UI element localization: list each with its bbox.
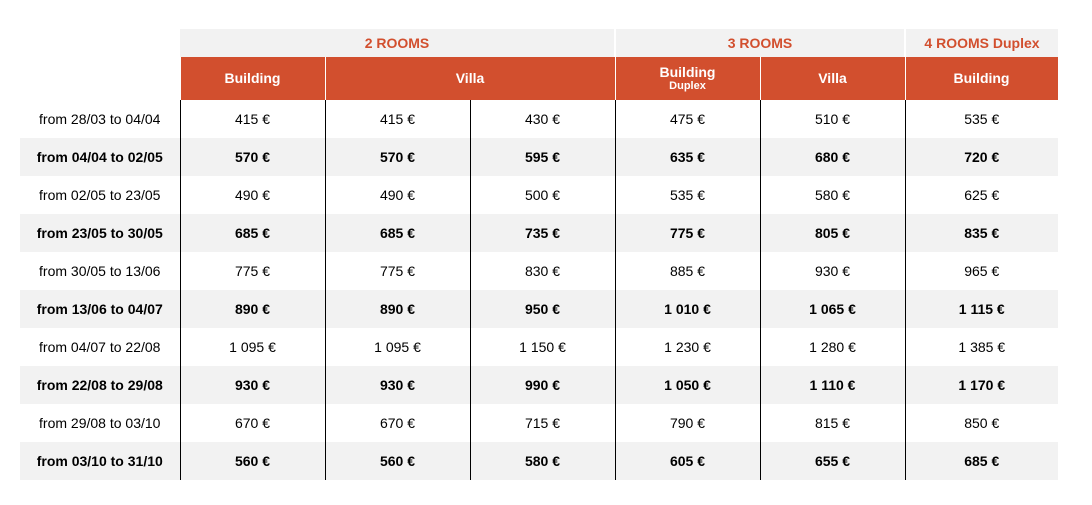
table-row (20, 176, 1058, 214)
subheader-row (20, 57, 1058, 100)
subheader-3-building-label: Building (659, 63, 716, 80)
price-cell: 775 € (180, 252, 325, 290)
price-cell: 815 € (760, 404, 905, 442)
price-cell: 930 € (325, 366, 470, 404)
price-cell: 1 230 € (615, 328, 760, 366)
price-cell: 1 050 € (615, 366, 760, 404)
price-cell: 950 € (470, 290, 615, 328)
price-cell: 625 € (964, 187, 1000, 203)
period-cell: from 29/08 to 03/10 (20, 404, 180, 442)
price-cell: 715 € (470, 404, 615, 442)
period-cell: from 22/08 to 29/08 (20, 366, 180, 404)
price-cell: 850 € (964, 415, 1000, 431)
price-cell: 560 € (325, 442, 470, 480)
price-cell: 1 095 € (180, 328, 325, 366)
period-cell: from 30/05 to 13/06 (20, 252, 180, 290)
price-cell: 670 € (180, 404, 325, 442)
price-cell: 580 € (470, 442, 615, 480)
price-cell: 415 € (180, 100, 325, 138)
price-cell: 1 150 € (470, 328, 615, 366)
price-cell: 570 € (325, 138, 470, 176)
price-cell: 685 € (325, 214, 470, 252)
period-cell: from 04/04 to 02/05 (20, 138, 180, 176)
period-cell: from 04/07 to 22/08 (20, 328, 180, 366)
group-header-row (20, 29, 1058, 57)
price-cell: 605 € (615, 442, 760, 480)
price-cell: 685 € (905, 442, 1058, 480)
price-cell: 670 € (325, 404, 470, 442)
subheader-4-building: Building (905, 57, 1058, 100)
price-cell: 885 € (615, 252, 760, 290)
price-cell: 430 € (470, 100, 615, 138)
price-cell: 1 095 € (325, 328, 470, 366)
period-cell: from 02/05 to 23/05 (20, 176, 180, 214)
price-cell: 415 € (325, 100, 470, 138)
price-cell: 835 € (905, 214, 1058, 252)
price-cell: 930 € (760, 252, 905, 290)
price-table (20, 29, 1059, 480)
price-cell: 790 € (615, 404, 760, 442)
price-cell: 535 € (964, 111, 1000, 127)
subheader-2-building: Building (180, 57, 325, 100)
price-cell: 560 € (180, 442, 325, 480)
price-cell: 1 010 € (615, 290, 760, 328)
price-cell: 655 € (760, 442, 905, 480)
price-cell: 1 110 € (760, 366, 905, 404)
price-cell: 805 € (760, 214, 905, 252)
corner-cell (20, 29, 180, 57)
price-cell: 635 € (615, 138, 760, 176)
period-cell: from 13/06 to 04/07 (20, 290, 180, 328)
price-cell: 500 € (470, 176, 615, 214)
table-row (20, 252, 1058, 290)
subheader-3-building-duplex (615, 57, 760, 100)
table-row (20, 290, 1058, 328)
price-cell: 890 € (325, 290, 470, 328)
table-row (20, 404, 1058, 442)
subheader-3-building-note: Duplex (669, 79, 706, 92)
price-cell: 735 € (470, 214, 615, 252)
price-cell: 1 385 € (958, 339, 1006, 355)
period-cell: from 03/10 to 31/10 (20, 442, 180, 480)
group-2-rooms: 2 ROOMS (180, 29, 615, 57)
price-cell: 570 € (180, 138, 325, 176)
table-row (20, 442, 1058, 480)
price-cell: 535 € (615, 176, 760, 214)
price-cell: 830 € (470, 252, 615, 290)
price-cell: 1 170 € (905, 366, 1058, 404)
price-cell: 490 € (325, 176, 470, 214)
table-row (20, 328, 1058, 366)
price-cell: 1 115 € (905, 290, 1058, 328)
period-cell: from 28/03 to 04/04 (20, 100, 180, 138)
price-cell: 1 065 € (760, 290, 905, 328)
price-cell: 475 € (615, 100, 760, 138)
price-cell: 680 € (760, 138, 905, 176)
price-cell: 685 € (180, 214, 325, 252)
table-row (20, 214, 1058, 252)
corner-cell (20, 57, 180, 100)
price-cell: 720 € (905, 138, 1058, 176)
price-cell: 510 € (760, 100, 905, 138)
price-cell: 775 € (325, 252, 470, 290)
price-cell: 775 € (615, 214, 760, 252)
table-row (20, 138, 1058, 176)
price-rows (20, 100, 1058, 480)
table-row (20, 100, 1058, 138)
table-row (20, 366, 1058, 404)
price-cell: 490 € (180, 176, 325, 214)
group-3-rooms: 3 ROOMS (615, 29, 905, 57)
period-cell: from 23/05 to 30/05 (20, 214, 180, 252)
price-cell: 890 € (180, 290, 325, 328)
price-cell: 965 € (964, 263, 1000, 279)
subheader-2-villa: Villa (325, 57, 615, 100)
group-4-rooms-duplex: 4 ROOMS Duplex (905, 29, 1058, 57)
price-cell: 580 € (760, 176, 905, 214)
price-cell: 990 € (470, 366, 615, 404)
price-cell: 1 280 € (760, 328, 905, 366)
price-cell: 595 € (470, 138, 615, 176)
price-cell: 930 € (180, 366, 325, 404)
subheader-3-villa: Villa (760, 57, 905, 100)
